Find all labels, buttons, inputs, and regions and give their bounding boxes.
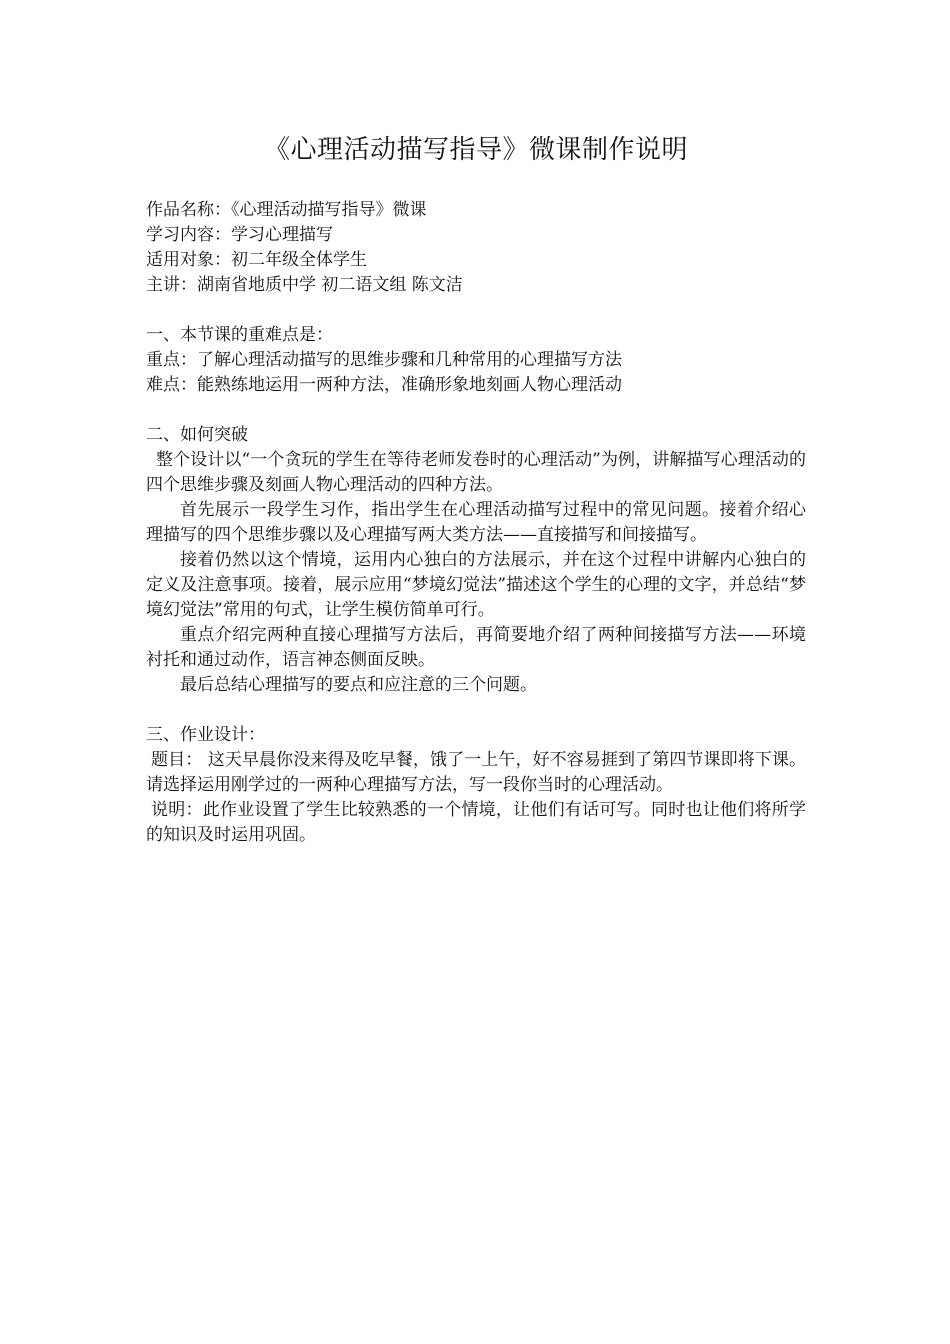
homework-note: 说明：此作业设置了学生比较熟悉的一个情境，让他们有话可写。同时也让他们将所学的知识及时运用巩固。 xyxy=(146,800,806,845)
homework-task: 题目： 这天早晨你没来得及吃早餐，饿了一上午，好不容易捱到了第四节课即将下课。请选择运用刚学过的一两种心理描写方法，写一段你当时的心理活动。 xyxy=(146,750,806,795)
document-title: 《心理活动描写指导》微课制作说明 xyxy=(263,135,688,165)
info-work-name: 作品名称：《心理活动描写指导》微课 xyxy=(146,200,427,220)
key-point-line: 重点：了解心理活动描写的思维步骤和几种常用的心理描写方法 xyxy=(146,350,622,370)
section2-heading: 二、如何突破 xyxy=(146,425,248,445)
section-breakthrough xyxy=(146,423,806,698)
section3-heading: 三、作业设计： xyxy=(146,725,265,745)
section-key-points xyxy=(146,323,806,398)
section1-heading: 一、本节课的重难点是： xyxy=(146,325,333,345)
section2-paragraph: 重点介绍完两种直接心理描写方法后，再简要地介绍了两种间接描写方法——环境衬托和通过动作，语言神态侧面反映。 xyxy=(146,625,806,670)
section-homework xyxy=(146,723,806,848)
difficulty-line: 难点：能熟练地运用一两种方法，准确形象地刻画人物心理活动 xyxy=(146,375,622,395)
info-presenter: 主讲：湖南省地质中学 初二语文组 陈文洁 xyxy=(146,275,463,295)
info-audience: 适用对象：初二年级全体学生 xyxy=(146,250,367,270)
section2-paragraph: 接着仍然以这个情境，运用内心独白的方法展示，并在这个过程中讲解内心独白的定义及注意事项。接着，展示应用“梦境幻觉法”描述这个学生的心理的文字，并总结“梦境幻觉法”常用的句式，让学生模仿简单可行。 xyxy=(146,550,806,620)
section2-paragraph: 最后总结心理描写的要点和应注意的三个问题。 xyxy=(180,675,537,695)
section2-paragraph: 首先展示一段学生习作，指出学生在心理活动描写过程中的常见问题。接着介绍心理描写的四个思维步骤以及心理描写两大类方法——直接描写和间接描写。 xyxy=(146,500,806,545)
info-content: 学习内容：学习心理描写 xyxy=(146,225,333,245)
section2-paragraph: 整个设计以“一个贪玩的学生在等待老师发卷时的心理活动”为例，讲解描写心理活动的四个思维步骤及刻画人物心理活动的四种方法。 xyxy=(146,450,806,495)
info-block xyxy=(146,198,806,298)
document-page xyxy=(146,132,806,873)
